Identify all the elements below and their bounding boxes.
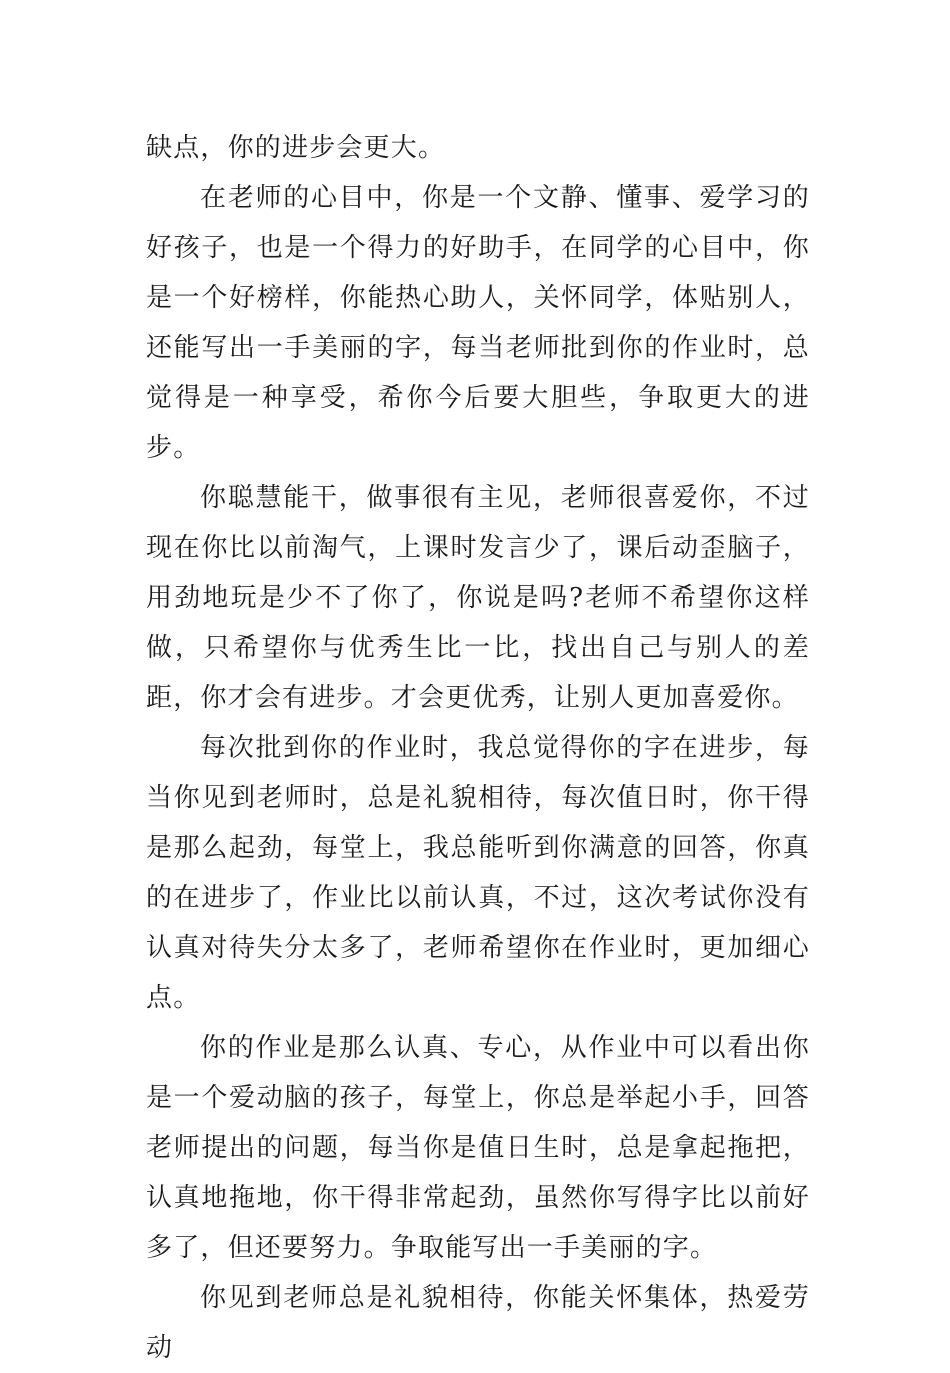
paragraph: 你的作业是那么认真、专心，从作业中可以看出你是一个爱动脑的孩子，每堂上，你总是举起小手，回答老师提出的问题，每当你是值日生时，总是拿起拖把，认真地拖地，你干得非常起劲，虽然你写得字比以前好多了，但还要努力。争取能写出一手美丽的字。 — [146, 1033, 810, 1263]
paragraph: 每次批到你的作业时，我总觉得你的字在进步，每当你见到老师时，总是礼貌相待，每次值日时，你干得是那么起劲，每堂上，我总能听到你满意的回答，你真的在进步了，作业比以前认真，不过，这次考试你没有认真对待失分太多了，老师希望你在作业时，更加细心点。 — [146, 733, 810, 1013]
paragraph: 在老师的心目中，你是一个文静、懂事、爱学习的好孩子，也是一个得力的好助手，在同学的心目中，你是一个好榜样，你能热心助人，关怀同学，体贴别人，还能写出一手美丽的字，每当老师批到你的作业时，总觉得是一种享受，希你今后要大胆些，争取更大的进步。 — [146, 183, 810, 463]
document-page — [146, 123, 810, 1373]
paragraph: 你聪慧能干，做事很有主见，老师很喜爱你，不过现在你比以前淘气，上课时发言少了，课后动歪脑子，用劲地玩是少不了你了，你说是吗?老师不希望你这样做，只希望你与优秀生比一比，找出自己与别人的差距，你才会有进步。才会更优秀，让别人更加喜爱你。 — [146, 483, 810, 713]
paragraph-continuation: 缺点，你的进步会更大。 — [146, 133, 446, 163]
paragraph: 你见到老师总是礼貌相待，你能关怀集体，热爱劳动 — [146, 1283, 810, 1363]
